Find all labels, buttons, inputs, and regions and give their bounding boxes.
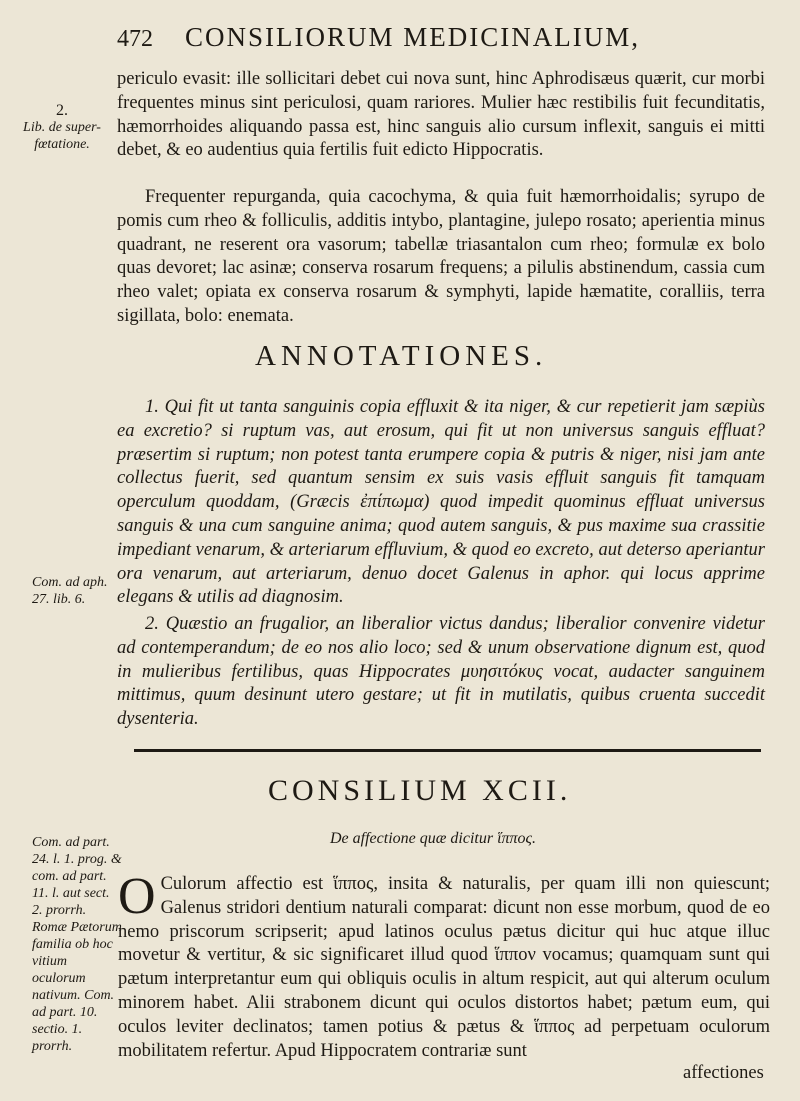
consilium-title: CONSILIUM XCII. [268, 774, 572, 807]
page-number: 472 [117, 26, 153, 52]
margin-note-text: Lib. de super-fœtatione. [23, 120, 101, 152]
paragraph-1: periculo evasit: ille sollicitari debet cui nova sunt, hinc Aphrodisæus quærit, cur morbi frequentes minus sint periculosi, quam rariores. Mulier hæc restibilis fuit fecunditatis, hæmorrhoides aliquando passa est, hinc sanguis alio cursum inflexit, sanguis ei mitti debet, & eo audentius quia fertilis fuit edicto Hippocratis. [117, 69, 765, 161]
margin-note-number: 2. [56, 102, 68, 119]
consilium-subtitle: De affectione quæ dicitur ἵππος. [330, 830, 537, 847]
margin-note-references: Com. ad part. 24. l. 1. prog. & com. ad part. 11. l. aut sect. 2. prorrh. Romæ Pætorum familia ob hoc vitium oculorum nativum. Com. ad part. 10. sectio. 1. prorrh. [32, 835, 122, 1054]
consilium-body: Culorum affectio est ἵππος, insita & naturalis, per quam illi non quiescunt; Galenus stridori dentium naturali comparat: dicunt non esse morbum, quod de eo nemo priscorum scripserit; apud latinos oculus pætus dicitur qui huc atque illuc movetur & vertitur, & sic significaret illud quod ἵππον vocamus; quamquam sunt qui pætum interpretantur eum qui obliquis oculis in altum respicit, aut qui alterum oculum minorem habet. Alii strabonem dicunt qui oculos distortos habet; pætum eum, qui oculos leviter declinatos; tamen potius & pætus & ἵππος ad perpetuam oculorum mobilitatem refertur. Apud Hippocratem contrariæ sunt [118, 874, 770, 1061]
annotation-2: 2. Quæstio an frugalior, an liberalior victus dandus; liberalior convenire videtur ad contemperandum; de eo nos alio loco; sed & unum observatione dignum est, quod in mulieribus fertilibus, quas Hippocrates μυησιτόκυς vocat, audacter sanguinem mittimus, quum desinunt utero gestare; ut fit in mutilatis, quibus cruenta succedit dysenteria. [117, 614, 765, 730]
margin-note-aphorism: Com. ad aph. 27. lib. 6. [32, 575, 108, 607]
annotations-heading: ANNOTATIONES. [255, 340, 548, 372]
annotation-1: 1. Qui fit ut tanta sanguinis copia effluxit & ita niger, & cur repetierit jam sæpiùs ea excretio? si ruptum vas, aut erosum, qui fit ut non universus sanguis effluat? præsertim si ruptum; non potest tanta erumpere copia & putris & niger, nisi jam ante collectus fuerit, sed quantum sensim ex suis vasis effluit sanguis fit tamquam operculum quoddam, (Græcis ἐπίπωμα) quod impedit quominus effluat universus sanguis & una cum sanguine anima; quod autem sanguis, & pus maxime sua crassitie impediant venarum, & arteriarum effluvium, & quod eo excreto, aut deterso aperiantur ora venarum, aut arteriarum, denuo docet Galenus in aphor. qui locus apprime elegans & utilis ad diagnosim. [117, 397, 765, 608]
margin-note-superfoetatione [22, 102, 102, 153]
consilium-text [118, 868, 770, 1063]
drop-cap: O [118, 868, 156, 925]
running-title: CONSILIORUM MEDICINALIUM, [185, 22, 640, 52]
catchword: affectiones [683, 1063, 764, 1083]
paragraph-2: Frequenter repurganda, quia cacochyma, & quia fuit hæmorrhoidalis; syrupo de pomis cum rheo & folliculis, additis intybo, plantagine, julepo rosato; aperientia minus quadrant, ne reserent ora vasorum; tabellæ triasantalon cum rheo; formulæ ex bolo quas devoret; lac asinæ; conserva rosarum frequens; a pilulis abstinendum, cassia cum rheo valet; opiata ex conserva rosarum & symphyti, lapide hæmatite, coralliis, terra sigillata, bolo: enemata. [117, 187, 765, 326]
section-divider [134, 749, 761, 752]
